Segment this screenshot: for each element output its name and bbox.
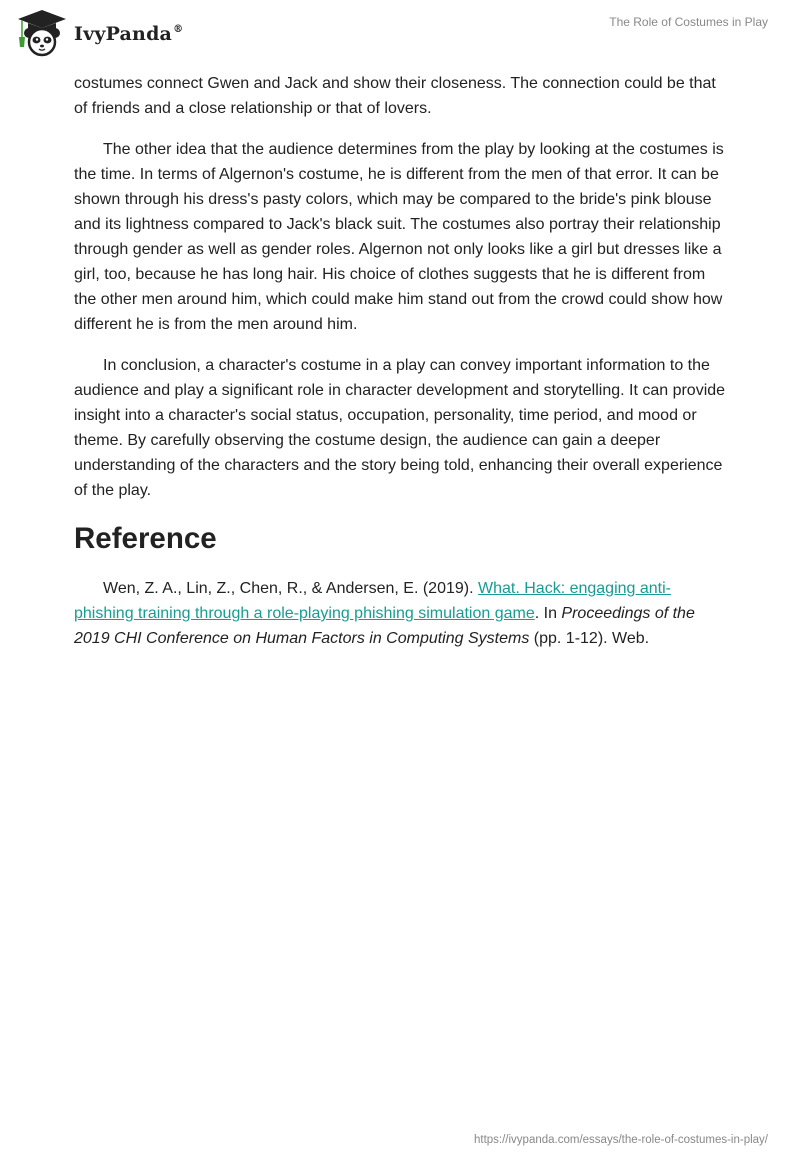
- page-header: [0, 0, 800, 70]
- registered-mark: ®: [173, 24, 184, 35]
- reference-proceedings: Proceedings of the 2019 CHI Conference on Human Factors in Computing Systems: [74, 605, 695, 647]
- document-title: The Role of Costumes in Play: [609, 15, 768, 29]
- paragraph-1: costumes connect Gwen and Jack and show their closeness. The connection could be that of friends and a close relationship or that of lovers.: [74, 75, 716, 117]
- reference-authors: Wen, Z. A., Lin, Z., Chen, R., & Andersen, E. (2019).: [103, 580, 478, 597]
- panda-logo-icon: [16, 9, 68, 57]
- reference-heading: Reference: [74, 522, 217, 555]
- reference-after-link: . In: [534, 605, 562, 622]
- brand-name-text: IvyPanda: [74, 23, 173, 45]
- essay-content: [74, 71, 726, 667]
- ivypanda-logo[interactable]: [16, 9, 183, 57]
- paragraph-3: In conclusion, a character's costume in a play can convey important information to the audience and play a significant role in character development and storytelling. It can provide insight into a character's social status, occupation, personality, time period, and mood or theme. By carefully observing the costume design, the audience can gain a deeper understanding of the characters and the story being told, enhancing their overall experience of the play.: [74, 357, 726, 499]
- footer-url: https://ivypanda.com/essays/the-role-of-costumes-in-play/: [473, 1134, 768, 1146]
- reference-link[interactable]: What. Hack: engaging anti-phishing training through a role-playing phishing simulation game: [74, 580, 671, 622]
- reference-entry: [74, 576, 726, 651]
- reference-tail: (pp. 1-12). Web.: [529, 630, 650, 647]
- paragraph-2: The other idea that the audience determines from the play by looking at the costumes is the time. In terms of Algernon's costume, he is different from the men of that error. It can be shown through his dress's pasty colors, which may be compared to the bride's pink blouse and its lightness compared to Jack's black suit. The costumes also portray their relationship through gender as well as gender roles. Algernon not only looks like a girl but dresses like a girl, too, because he has long hair. His choice of clothes suggests that he is different from the other men around him, which could make him stand out from the crowd could show how different he is from the men around him.: [74, 141, 724, 333]
- brand-name: [74, 23, 183, 45]
